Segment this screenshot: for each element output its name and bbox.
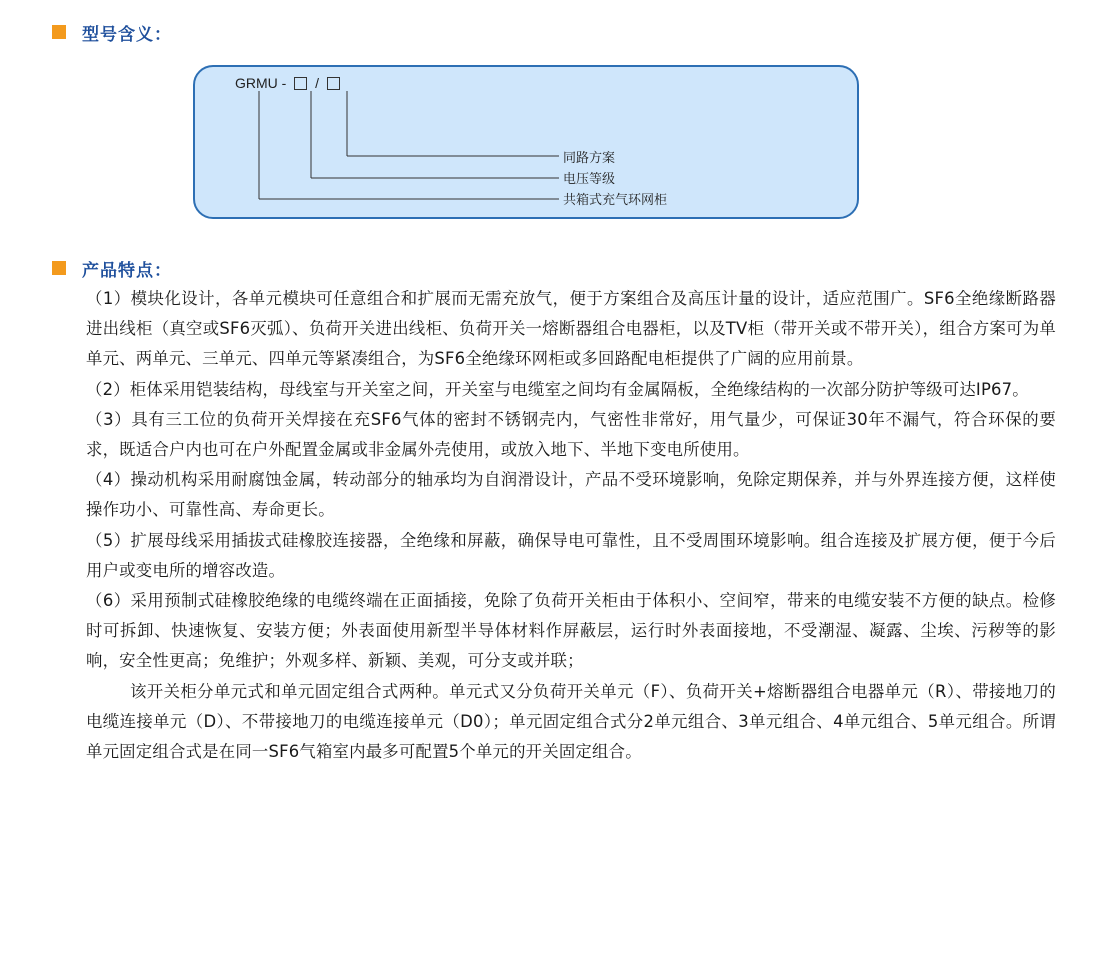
legend-scheme: 同路方案 [563,151,616,166]
model-dash: - [277,75,291,91]
placeholder-box-voltage [294,77,307,90]
model-slash: / [311,75,323,91]
orange-square-bullet-icon [52,261,66,275]
feature-paragraph-5: （5）扩展母线采用插拔式硅橡胶连接器，全绝缘和屏蔽，确保导电可靠性，且不受周围环境影响。组合连接及扩展方便，便于今后用户或变电所的增容改造。 [86,530,1056,580]
feature-paragraph-4: （4）操动机构采用耐腐蚀金属，转动部分的轴承均为自润滑设计，产品不受环境影响，免除定期保养，并与外界连接方便，这样使操作功小、可靠性高、寿命更长。 [86,470,1056,520]
section-heading-features [52,256,172,280]
section-heading-model [52,20,172,44]
model-code [235,75,344,91]
placeholder-box-scheme [327,77,340,90]
legend-cabinet-type: 共箱式充气环网柜 [563,193,668,208]
features-body [86,284,1056,767]
section-title-features: 产品特点： [82,260,172,281]
feature-paragraph-1: （1）模块化设计，各单元模块可任意组合和扩展而无需充放气，便于方案组合及高压计量的设计，适应范围广。SF6全绝缘断路器进出线柜（真空或SF6灭弧）、负荷开关进出线柜、负荷开关一熔断器组合电器柜，以及TV柜（带开关或不带开关），组合方案可为单单元、两单元、三单元、四单元等紧凑组合，为SF6全绝缘环网柜或多回路配电柜提供了广阔的应用前景。 [86,289,1056,369]
summary-paragraph: 该开关柜分单元式和单元固定组合式两种。单元式又分负荷开关单元（F）、负荷开关+熔断器组合电器单元（R）、带接地刀的电缆连接单元（D）、不带接地刀的电缆连接单元（D0）；单元固定组合式分2单元组合、3单元组合、4单元组合、5单元组合。所谓单元固定组合式是在同一SF6气箱室内最多可配置5个单元的开关固定组合。 [86,681,1056,762]
orange-square-bullet-icon [52,25,66,39]
feature-paragraph-6: （6）采用预制式硅橡胶绝缘的电缆终端在正面插接，免除了负荷开关柜由于体积小、空间窄，带来的电缆安装不方便的缺点。检修时可拆卸、快速恢复、安装方便；外表面使用新型半导体材料作屏蔽层，运行时外表面接地，不受潮湿、凝露、尘埃、污秽等的影响，安全性更高；免维护；外观多样、新颖、美观，可分支或并联； [86,591,1056,671]
section-title-model: 型号含义： [82,24,172,45]
feature-paragraph-2: （2）柜体采用铠装结构，母线室与开关室之间，开关室与电缆室之间均有金属隔板，全绝缘结构的一次部分防护等级可达IP67。 [86,379,1029,399]
legend-voltage: 电压等级 [563,172,616,187]
feature-paragraph-3: （3）具有三工位的负荷开关焊接在充SF6气体的密封不锈钢壳内，气密性非常好，用气量少，可保证30年不漏气，符合环保的要求，既适合户内也可在户外配置金属或非金属外壳使用，或放入地下、半地下变电所使用。 [86,409,1056,460]
model-prefix: GRMU [235,75,278,91]
model-meaning-diagram [193,65,859,219]
